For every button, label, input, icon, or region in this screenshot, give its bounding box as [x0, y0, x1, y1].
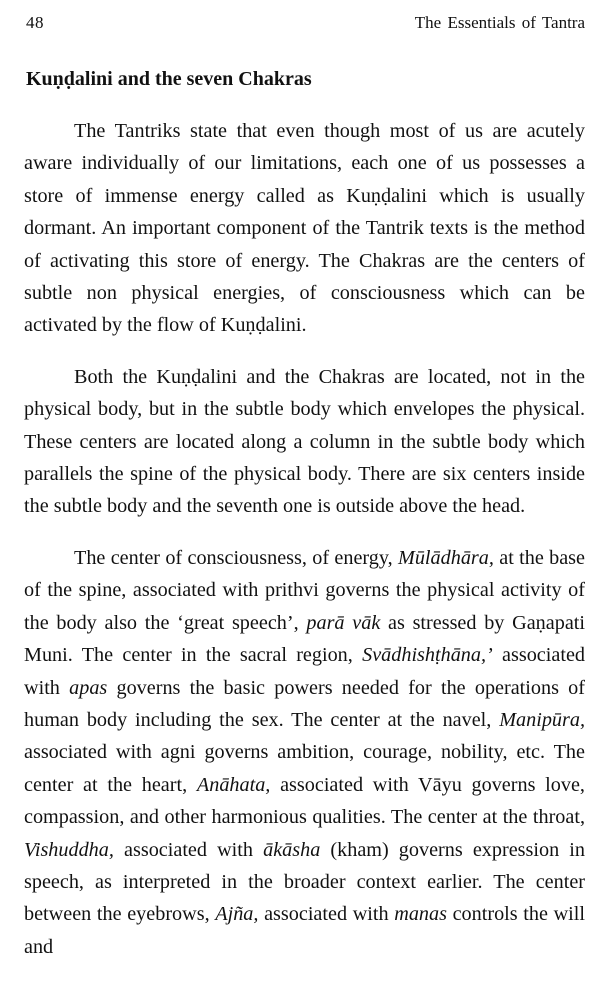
- italic-term: Mūlādhāra,: [398, 546, 494, 569]
- paragraph-3: [24, 542, 585, 963]
- text-run: (kham) governs expression in speech, as interpreted in the broader context earlier. The center between the eyebrows,: [24, 838, 585, 926]
- italic-term: Vishuddha,: [24, 838, 114, 861]
- italic-term: Manipūra,: [499, 708, 585, 731]
- section-heading: Kuṇḍalini and the seven Chakras: [26, 68, 312, 90]
- italic-term: parā vāk: [306, 611, 381, 634]
- body-text: [24, 115, 585, 982]
- text-run: at the base of the spine, associated with prithvi governs the physical activity of the body also the ‘great speech’,: [24, 546, 585, 634]
- text-run: associated with Vāyu governs love, compassion, and other harmonious qualities. The center at the throat,: [24, 773, 585, 829]
- text-run: associated with: [113, 838, 264, 861]
- text-run: associated with: [24, 644, 585, 699]
- text-run: The center of consciousness, of energy,: [74, 546, 399, 569]
- page-number: 48: [26, 13, 44, 32]
- text-run: controls the will and: [24, 903, 585, 958]
- running-header-title: The Essentials of Tantra: [414, 13, 585, 32]
- italic-term: Svādhishṭhāna,’: [362, 644, 493, 667]
- italic-term: Ajña,: [215, 903, 259, 926]
- text-run: associated with: [258, 903, 395, 926]
- paragraph-2: [24, 361, 585, 523]
- text-run: The Tantriks state that even though most of us are acutely aware individually of our limitations, each one of us possesses a store of immense energy called as Kuṇḍalini which is usually dormant. An important component of the Tantrik texts is the method of activating this store of energy. The Chakras are the centers of subtle non physical energies, of consciousness which can be activated by the flow of Kuṇḍalini.: [24, 120, 585, 337]
- text-run: associated with agni governs ambition, courage, nobility, etc. The center at the heart,: [24, 741, 585, 796]
- italic-term: manas: [394, 903, 447, 926]
- italic-term: apas: [69, 676, 108, 699]
- text-run: as stressed by Gaṇapati Muni. The center in the sacral region,: [24, 611, 585, 667]
- text-run: Both the Kuṇḍalini and the Chakras are located, not in the physical body, but in the subtle body which envelopes the physical. These centers are located along a column in the subtle body which parallels the spine of the physical body. There are six centers inside the subtle body and the seventh one is outside above the head.: [24, 365, 585, 518]
- italic-term: Anāhata,: [196, 773, 271, 796]
- paragraph-1: [24, 115, 585, 342]
- text-run: governs the basic powers needed for the operations of human body including the sex. The center at the navel,: [24, 676, 585, 731]
- italic-term: ākāsha: [263, 838, 321, 861]
